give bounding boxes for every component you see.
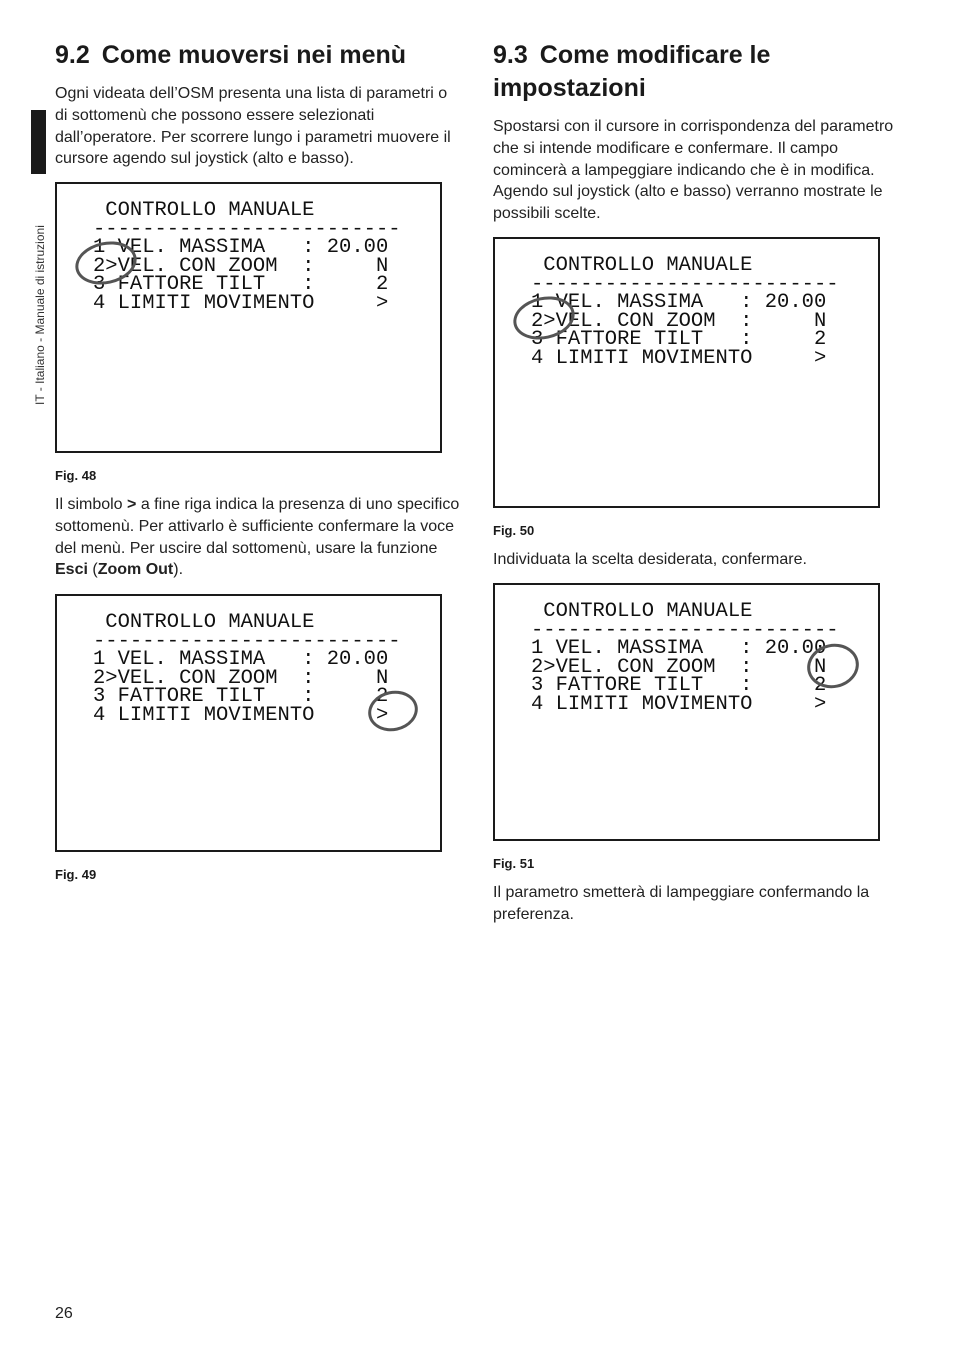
screen-separator: -------------------------: [93, 218, 401, 241]
figure-caption-51: Fig. 51: [493, 856, 535, 871]
screen-row-3: 3 FATTORE TILT : 2: [531, 674, 827, 697]
zoom-out-term: Zoom Out: [97, 561, 174, 579]
figure-caption-48: Fig. 48: [55, 468, 97, 483]
text-run: a fine riga indica la presenza di uno specifico sottomenù. Per attivarlo è sufficiente confermare la voce del menù. Per uscire dal sottomenù, usare la funzione: [55, 496, 460, 557]
submenu-symbol: >: [127, 496, 137, 513]
section-9-3-after-fig50: Individuata la scelta desiderata, confermare.: [493, 551, 807, 568]
figure-caption-50: Fig. 50: [493, 523, 535, 538]
screen-row-1: 1 VEL. MASSIMA : 20.00: [531, 291, 827, 314]
text-run: (: [87, 561, 98, 579]
screen-separator: -------------------------: [93, 630, 401, 653]
screen-row-4: 4 LIMITI MOVIMENTO >: [93, 292, 389, 315]
osm-screen-fig51: [493, 583, 880, 841]
esci-term: Esci: [55, 561, 88, 579]
screen-separator: -------------------------: [531, 273, 839, 296]
section-title: Come muoversi nei menù: [101, 41, 407, 69]
section-number: 9.2: [55, 41, 90, 69]
screen-title: CONTROLLO MANUALE: [93, 611, 315, 634]
section-9-3-heading: [493, 39, 913, 105]
page-number: 26: [55, 1305, 73, 1322]
section-title: Come modificare le impostazioni: [493, 41, 771, 102]
screen-row-3: 3 FATTORE TILT : 2: [531, 328, 827, 351]
screen-row-3: 3 FATTORE TILT : 2: [93, 685, 389, 708]
section-9-2-heading: [55, 39, 406, 72]
osm-screen-fig49: [55, 594, 442, 852]
section-9-3-intro: Spostarsi con il cursore in corrispondenza del parametro che si intende modificare e confermare. Il campo comincerà a lampeggiare indicando che è in modifica. Agendo sul joystick (alto e basso) verranno mostrate le possibili scelte.: [493, 118, 894, 223]
section-9-2-para2: [55, 494, 460, 581]
text-run: ).: [173, 561, 184, 579]
screen-row-1: 1 VEL. MASSIMA : 20.00: [93, 648, 389, 671]
figure-caption-49: Fig. 49: [55, 867, 97, 882]
text-run: Il simbolo: [55, 496, 128, 513]
section-number: 9.3: [493, 41, 528, 69]
screen-row-4: 4 LIMITI MOVIMENTO >: [531, 347, 827, 370]
osm-screen-fig48: [55, 182, 442, 453]
screen-row-4: 4 LIMITI MOVIMENTO >: [531, 693, 827, 716]
section-9-3-after-fig51: Il parametro smetterà di lampeggiare confermando la preferenza.: [493, 884, 870, 923]
screen-row-3: 3 FATTORE TILT : 2: [93, 273, 389, 296]
section-9-2-intro: Ogni videata dell’OSM presenta una lista di parametri o di sottomenù che possono essere selezionati dall’operatore. Per scorrere lungo i parametri muovere il cursore agendo sul joystick (alto e basso).: [55, 85, 451, 168]
screen-title: CONTROLLO MANUALE: [531, 254, 753, 277]
screen-row-4: 4 LIMITI MOVIMENTO >: [93, 704, 389, 727]
screen-title: CONTROLLO MANUALE: [531, 600, 753, 623]
side-label: IT - Italiano - Manuale di istruzioni: [33, 225, 47, 405]
screen-title: CONTROLLO MANUALE: [93, 199, 315, 222]
screen-row-1: 1 VEL. MASSIMA : 20.00: [531, 637, 827, 660]
screen-row-1: 1 VEL. MASSIMA : 20.00: [93, 236, 389, 259]
screen-row-2: 2>VEL. CON ZOOM : N: [93, 667, 389, 690]
screen-separator: -------------------------: [531, 619, 839, 642]
osm-screen-fig50: [493, 237, 880, 508]
screen-row-2: 2>VEL. CON ZOOM : N: [531, 656, 827, 679]
screen-row-2: 2>VEL. CON ZOOM : N: [531, 310, 827, 333]
screen-row-2: 2>VEL. CON ZOOM : N: [93, 255, 389, 278]
